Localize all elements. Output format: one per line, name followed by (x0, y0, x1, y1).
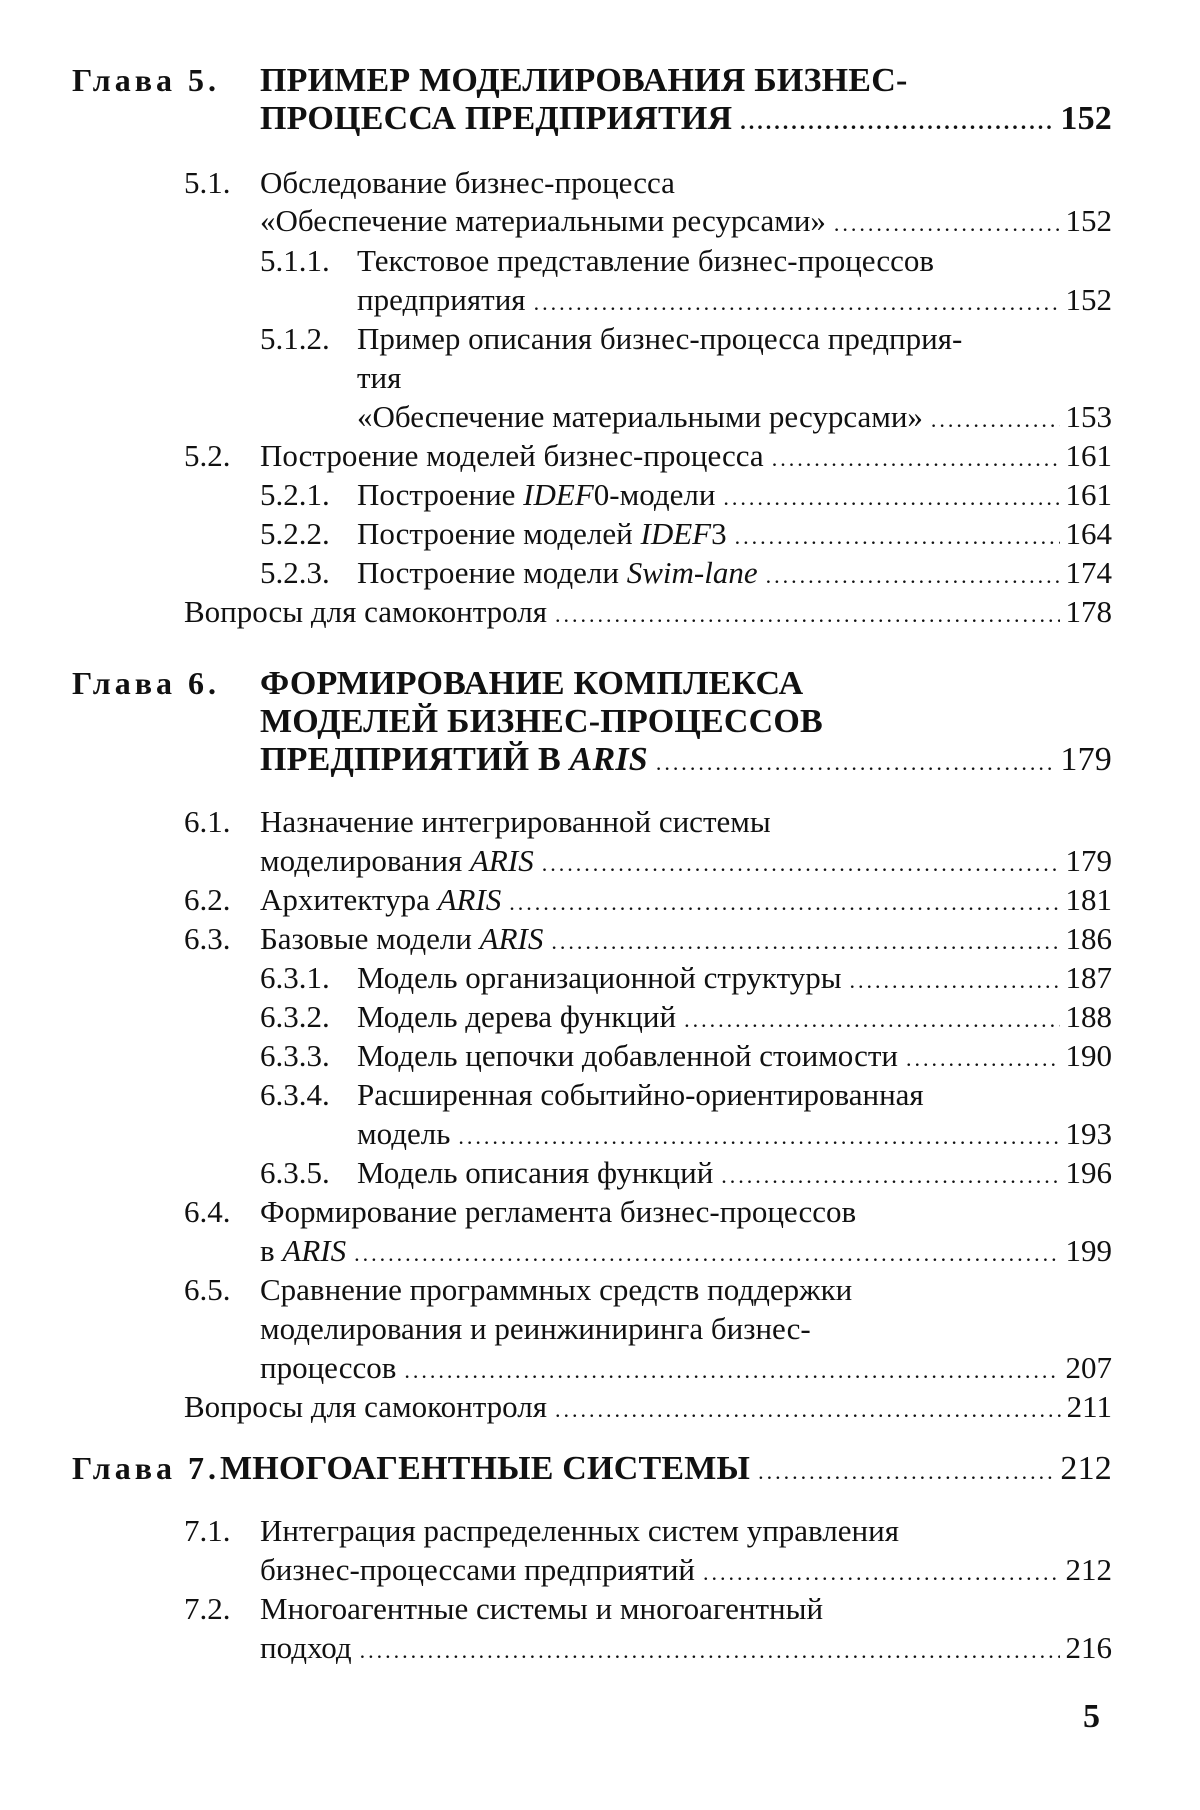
entry-title: тия (357, 360, 402, 395)
page-number: 178 (1065, 594, 1112, 629)
chapter-title: ПРОЦЕССА ПРЕДПРИЯТИЯ (260, 100, 733, 137)
chapter-heading (72, 665, 803, 703)
chapter-heading (72, 1450, 1112, 1488)
page-number: 212 (1065, 1552, 1112, 1587)
toc-entry-line (184, 594, 1112, 630)
leader-dots (850, 968, 1060, 994)
section-number: 7.2. (184, 1591, 231, 1626)
page-number: 196 (1065, 1155, 1112, 1190)
entry-title-italic: IDEF (640, 516, 712, 551)
chapter-title: МНОГОАГЕНТНЫЕ СИСТЕМЫ (219, 1450, 751, 1487)
section-number: 6.1. (184, 804, 231, 839)
leader-dots (404, 1358, 1059, 1384)
page-number: 181 (1065, 882, 1112, 917)
toc-entry-line (260, 804, 771, 840)
page-number: 152 (1060, 100, 1112, 137)
entry-title: «Обеспечение материальными ресурсами» (357, 399, 923, 434)
page-number: 207 (1065, 1350, 1112, 1385)
entry-title (357, 555, 758, 591)
toc-entry-line (357, 516, 1112, 552)
section-number: 6.3.4. (260, 1077, 330, 1112)
section-number: 5.1.1. (260, 243, 330, 278)
section-number: 5.1.2. (260, 321, 330, 356)
leader-dots (555, 602, 1060, 628)
entry-title: процессов (260, 1350, 397, 1385)
page-number: 187 (1065, 960, 1112, 995)
toc-entry-line (357, 321, 962, 357)
entry-title: Текстовое представление бизнес-процессов (357, 243, 934, 278)
toc-entry-line (357, 477, 1112, 513)
toc-entry-line (357, 1155, 1112, 1191)
entry-title (357, 516, 727, 552)
chapter-label: Глава 6. (72, 665, 220, 701)
page-number: 211 (1066, 1389, 1112, 1424)
leader-dots (684, 1007, 1059, 1033)
entry-title (260, 1233, 346, 1269)
section-number: 5.2.2. (260, 516, 330, 551)
toc-entry-line (260, 1233, 1112, 1269)
entry-title-italic: ARIS (470, 843, 534, 878)
leader-dots (834, 211, 1060, 237)
leader-dots (509, 890, 1059, 916)
page-number: 216 (1065, 1630, 1112, 1665)
entry-title: Назначение интегрированной системы (260, 804, 771, 839)
toc-entry-line (260, 165, 675, 201)
entry-title-part: Базовые модели (260, 921, 480, 956)
leader-dots (551, 929, 1059, 955)
leader-dots (542, 851, 1060, 877)
entry-title: Сравнение программных средств поддержки (260, 1272, 853, 1307)
entry-title-italic: ARIS (479, 921, 544, 956)
entry-title: Построение моделей бизнес-процесса (260, 438, 764, 473)
section-number: 6.2. (184, 882, 231, 917)
toc-entry-line (260, 1630, 1112, 1666)
section-number: 5.2. (184, 438, 231, 473)
leader-dots (656, 750, 1055, 776)
chapter-title (260, 741, 648, 779)
leader-dots (555, 1397, 1061, 1423)
entry-title (260, 843, 534, 879)
page-number: 186 (1065, 921, 1112, 956)
section-number: 6.3. (184, 921, 231, 956)
entry-title-part: 0-модели (593, 477, 716, 512)
page-number: 152 (1065, 282, 1112, 317)
entry-title (357, 477, 715, 513)
page-number: 179 (1065, 843, 1112, 878)
entry-title: Интеграция распределенных систем управления (260, 1513, 899, 1548)
section-number: 6.3.1. (260, 960, 330, 995)
entry-title-part: Построение (357, 477, 524, 512)
page-number: 161 (1065, 438, 1112, 473)
toc-entry-line (357, 282, 1112, 318)
entry-title: подход (260, 1630, 352, 1665)
leader-dots (703, 1560, 1059, 1586)
section-number: 5.2.3. (260, 555, 330, 590)
entry-title (260, 882, 501, 918)
leader-dots (772, 446, 1060, 472)
entry-title: Расширенная событийно-ориентированная (357, 1077, 924, 1112)
toc-entry-line (260, 843, 1112, 879)
page-number: 212 (1060, 1450, 1112, 1487)
entry-title-part: Построение модели (357, 555, 627, 590)
toc-entry-line (260, 882, 1112, 918)
entry-title: Обследование бизнес-процесса (260, 165, 675, 200)
toc-entry-line (260, 1272, 852, 1308)
toc-entry-line (357, 1077, 924, 1113)
leader-dots (758, 1459, 1054, 1485)
page-number: 188 (1065, 999, 1112, 1034)
leader-dots (740, 109, 1054, 135)
toc-entry-line (357, 1116, 1112, 1152)
toc-entry-line (260, 1311, 811, 1347)
section-number: 7.1. (184, 1513, 231, 1548)
entry-title: Модель описания функций (357, 1155, 714, 1190)
chapter-heading-line (260, 703, 823, 741)
toc-entry-line (184, 1389, 1112, 1425)
section-number: 6.3.2. (260, 999, 330, 1034)
entry-title: Вопросы для самоконтроля (184, 1389, 547, 1424)
page-number: 190 (1065, 1038, 1112, 1073)
toc-entry-line (260, 203, 1112, 239)
leader-dots (906, 1046, 1060, 1072)
entry-title: Модель цепочки добавленной стоимости (357, 1038, 898, 1073)
entry-title: «Обеспечение материальными ресурсами» (260, 203, 826, 238)
entry-title-part: моделирования (260, 843, 470, 878)
entry-title-part: Построение моделей (357, 516, 641, 551)
page-number: 193 (1065, 1116, 1112, 1151)
leader-dots (723, 485, 1059, 511)
entry-title: бизнес-процессами предприятий (260, 1552, 696, 1587)
toc-entry-line (260, 438, 1112, 474)
entry-title: Вопросы для самоконтроля (184, 594, 547, 629)
entry-title: Многоагентные системы и многоагентный (260, 1591, 824, 1626)
toc-entry-line (357, 399, 1112, 435)
leader-dots (534, 290, 1060, 316)
entry-title-italic: ARIS (282, 1233, 347, 1268)
entry-title: предприятия (357, 282, 526, 317)
entry-title: Формирование регламента бизнес-процессов (260, 1194, 857, 1229)
chapter-title-part: ПРЕДПРИЯТИЙ В (260, 741, 570, 778)
entry-title (260, 921, 543, 957)
leader-dots (766, 563, 1060, 589)
page-number: 199 (1065, 1233, 1112, 1268)
chapter-title-italic: ARIS (569, 741, 648, 778)
page-number: 164 (1065, 516, 1112, 551)
entry-title: модель (357, 1116, 451, 1151)
folio-page-number: 5 (1083, 1698, 1100, 1735)
section-number: 6.4. (184, 1194, 231, 1229)
chapter-label: Глава 7. (72, 1450, 220, 1486)
leader-dots (735, 524, 1060, 550)
toc-entry-line (260, 1194, 856, 1230)
toc-entry-line (357, 360, 401, 396)
page-number: 161 (1065, 477, 1112, 512)
entry-title-part: 3 (711, 516, 727, 551)
leader-dots (354, 1241, 1059, 1267)
toc-entry-line (260, 1513, 899, 1549)
chapter-heading (72, 62, 907, 100)
section-number: 5.2.1. (260, 477, 330, 512)
chapter-title: ПРИМЕР МОДЕЛИРОВАНИЯ БИЗНЕС- (260, 62, 908, 99)
chapter-title: МОДЕЛЕЙ БИЗНЕС-ПРОЦЕССОВ (260, 703, 823, 740)
entry-title: Пример описания бизнес-процесса предприя- (357, 321, 963, 356)
toc-entry-line (260, 1350, 1112, 1386)
entry-title: Модель дерева функций (357, 999, 677, 1034)
section-number: 5.1. (184, 165, 231, 200)
toc-entry-line (357, 555, 1112, 591)
chapter-title: ФОРМИРОВАНИЕ КОМПЛЕКСА (260, 665, 804, 702)
leader-dots (458, 1124, 1059, 1150)
entry-title-italic: Swim-lane (626, 555, 758, 590)
section-number: 6.5. (184, 1272, 231, 1307)
toc-entry-line (357, 243, 934, 279)
entry-title: моделирования и реинжиниринга бизнес- (260, 1311, 811, 1346)
page-number: 153 (1065, 399, 1112, 434)
toc-entry-line (260, 921, 1112, 957)
page-number: 179 (1060, 741, 1112, 778)
section-number: 6.3.3. (260, 1038, 330, 1073)
toc-entry-line (357, 1038, 1112, 1074)
toc-entry-line (260, 1591, 823, 1627)
chapter-heading-line (260, 741, 1112, 779)
chapter-label: Глава 5. (72, 62, 220, 98)
entry-title-part: Архитектура (260, 882, 438, 917)
toc-entry-line (357, 999, 1112, 1035)
leader-dots (360, 1638, 1060, 1664)
toc-entry-line (357, 960, 1112, 996)
page-number: 174 (1065, 555, 1112, 590)
toc-entry-line (260, 1552, 1112, 1588)
page-number: 152 (1065, 203, 1112, 238)
entry-title-italic: IDEF (523, 477, 594, 512)
leader-dots (721, 1163, 1059, 1189)
entry-title-part: в (260, 1233, 283, 1268)
section-number: 6.3.5. (260, 1155, 330, 1190)
entry-title: Модель организационной структуры (357, 960, 842, 995)
chapter-heading-line (260, 100, 1112, 138)
entry-title-italic: ARIS (437, 882, 502, 917)
leader-dots (931, 407, 1060, 433)
